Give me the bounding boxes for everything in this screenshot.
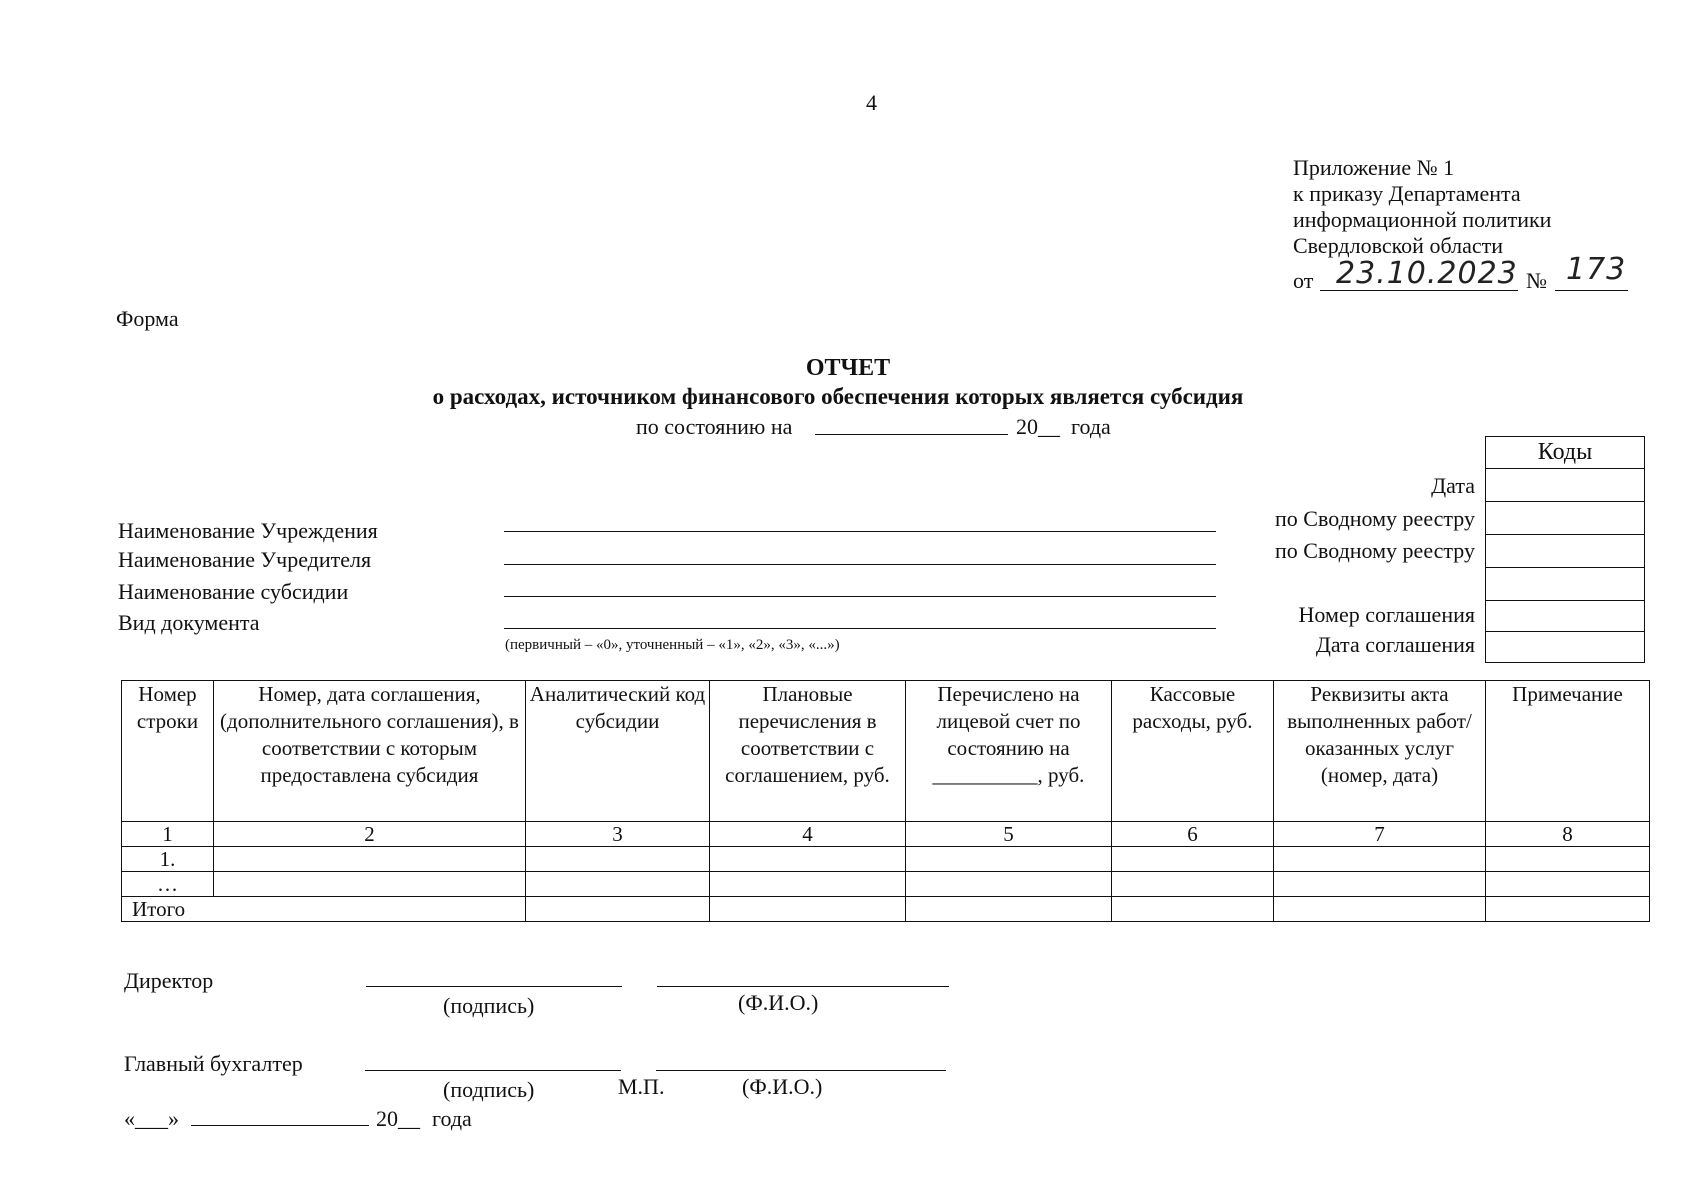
form-label: Форма: [116, 306, 179, 331]
field-line-doc-type[interactable]: [504, 628, 1216, 629]
header-analytic-code: Аналитический код субсидии: [526, 681, 710, 822]
stamp-label: М.П.: [618, 1074, 665, 1099]
page-number: 4: [866, 90, 877, 115]
as-of-prefix: по состоянию на: [636, 414, 793, 439]
sign-date-year: 20__: [376, 1106, 420, 1131]
appendix-block: [1293, 155, 1551, 259]
table-cell[interactable]: [1486, 897, 1650, 922]
appendix-date-handwritten: 23.10.2023: [1336, 256, 1518, 291]
column-number: 4: [710, 822, 906, 847]
report-subtitle: о расходах, источником финансового обеспечения которых является субсидия: [432, 384, 1244, 409]
code-cell-registry-1[interactable]: [1486, 502, 1645, 535]
sign-date-day: «___»: [124, 1106, 179, 1131]
code-cell-registry-2[interactable]: [1486, 535, 1645, 568]
appendix-number-label: №: [1526, 268, 1547, 293]
as-of-date-line: [815, 434, 1008, 435]
table-cell[interactable]: [214, 847, 526, 872]
appendix-number-line: [1555, 290, 1628, 291]
sign-date-suffix: года: [432, 1106, 472, 1131]
as-of-suffix: года: [1071, 414, 1111, 439]
field-label-founder: Наименование Учредителя: [118, 547, 372, 572]
header-note: Примечание: [1486, 681, 1650, 822]
appendix-line-4: Свердловской области: [1293, 233, 1503, 258]
doc-type-note: (первичный – «0», уточненный – «1», «2», «3», «...»): [505, 637, 840, 653]
table-cell[interactable]: [526, 897, 710, 922]
table-row: [122, 847, 1650, 872]
appendix-number-handwritten: 173: [1566, 252, 1627, 287]
codes-label-registry-2: по Сводному реестру: [1275, 538, 1475, 563]
header-planned-transfers: Плановые перечисления в соответствии с соглашением, руб.: [710, 681, 906, 822]
header-transferred: Перечислено на лицевой счет по состоянию на __________, руб.: [906, 681, 1112, 822]
appendix-line-3: информационной политики: [1293, 207, 1552, 232]
table-cell[interactable]: [906, 872, 1112, 897]
table-cell[interactable]: [526, 872, 710, 897]
total-label: Итого: [122, 897, 526, 922]
table-cell[interactable]: [710, 897, 906, 922]
row-number: …: [122, 872, 214, 897]
code-cell-agreement-date[interactable]: [1486, 632, 1645, 663]
director-signature-caption: (подпись): [443, 993, 535, 1018]
table-cell[interactable]: [906, 847, 1112, 872]
table-cell[interactable]: [710, 847, 906, 872]
row-number: 1.: [122, 847, 214, 872]
accountant-name-line[interactable]: [656, 1070, 946, 1071]
table-cell[interactable]: [526, 847, 710, 872]
header-row-number: Номер строки: [122, 681, 214, 822]
director-signature-line[interactable]: [366, 986, 622, 987]
column-number: 6: [1112, 822, 1274, 847]
as-of-year: 20__: [1016, 414, 1060, 439]
field-label-subsidy: Наименование субсидии: [118, 579, 349, 604]
table-row-total: [122, 897, 1650, 922]
header-cash-expenses: Кассовые расходы, руб.: [1112, 681, 1274, 822]
codes-label-agreement-date: Дата соглашения: [1315, 632, 1475, 657]
table-cell[interactable]: [906, 897, 1112, 922]
header-agreement: Номер, дата соглашения, (дополнительного соглашения), в соответствии с которым предоставлена субсидия: [214, 681, 526, 822]
column-number: 5: [906, 822, 1112, 847]
table-cell[interactable]: [1486, 847, 1650, 872]
field-line-institution[interactable]: [504, 531, 1216, 532]
table-cell[interactable]: [1486, 872, 1650, 897]
director-label: Директор: [124, 968, 214, 993]
director-name-line[interactable]: [657, 986, 949, 987]
accountant-signature-line[interactable]: [365, 1070, 621, 1071]
column-number: 1: [122, 822, 214, 847]
codes-header: Коды: [1486, 437, 1645, 469]
codes-label-date: Дата: [1431, 473, 1475, 498]
field-line-subsidy[interactable]: [504, 596, 1216, 597]
column-number: 7: [1274, 822, 1486, 847]
sign-date-month-line[interactable]: [191, 1125, 369, 1126]
table-cell[interactable]: [1112, 847, 1274, 872]
report-title: ОТЧЕТ: [805, 355, 891, 381]
chief-accountant-label: Главный бухгалтер: [124, 1051, 303, 1076]
header-act-details: Реквизиты акта выполненных работ/оказанных услуг (номер, дата): [1274, 681, 1486, 822]
code-cell-date[interactable]: [1486, 469, 1645, 502]
table-cell[interactable]: [1274, 897, 1486, 922]
codes-label-agreement-number: Номер соглашения: [1298, 602, 1475, 627]
table-row: [122, 872, 1650, 897]
column-number: 8: [1486, 822, 1650, 847]
accountant-signature-caption: (подпись): [443, 1077, 535, 1102]
column-number: 2: [214, 822, 526, 847]
table-cell[interactable]: [1112, 872, 1274, 897]
table-cell[interactable]: [710, 872, 906, 897]
field-label-doc-type: Вид документа: [118, 610, 260, 635]
appendix-line-2: к приказу Департамента: [1293, 181, 1521, 206]
table-cell[interactable]: [214, 872, 526, 897]
field-label-institution: Наименование Учреждения: [118, 518, 378, 543]
table-cell[interactable]: [1274, 847, 1486, 872]
codes-label-registry-1: по Сводному реестру: [1275, 506, 1475, 531]
column-number: 3: [526, 822, 710, 847]
expenses-table: [121, 680, 1650, 922]
table-cell[interactable]: [1112, 897, 1274, 922]
codes-table: [1485, 436, 1645, 663]
appendix-from-label: от: [1293, 268, 1314, 293]
code-cell-empty[interactable]: [1486, 568, 1645, 601]
appendix-line-1: Приложение № 1: [1293, 155, 1455, 180]
table-cell[interactable]: [1274, 872, 1486, 897]
director-name-caption: (Ф.И.О.): [738, 990, 819, 1015]
code-cell-agreement-number[interactable]: [1486, 601, 1645, 632]
accountant-name-caption: (Ф.И.О.): [742, 1074, 823, 1099]
field-line-founder[interactable]: [504, 564, 1216, 565]
